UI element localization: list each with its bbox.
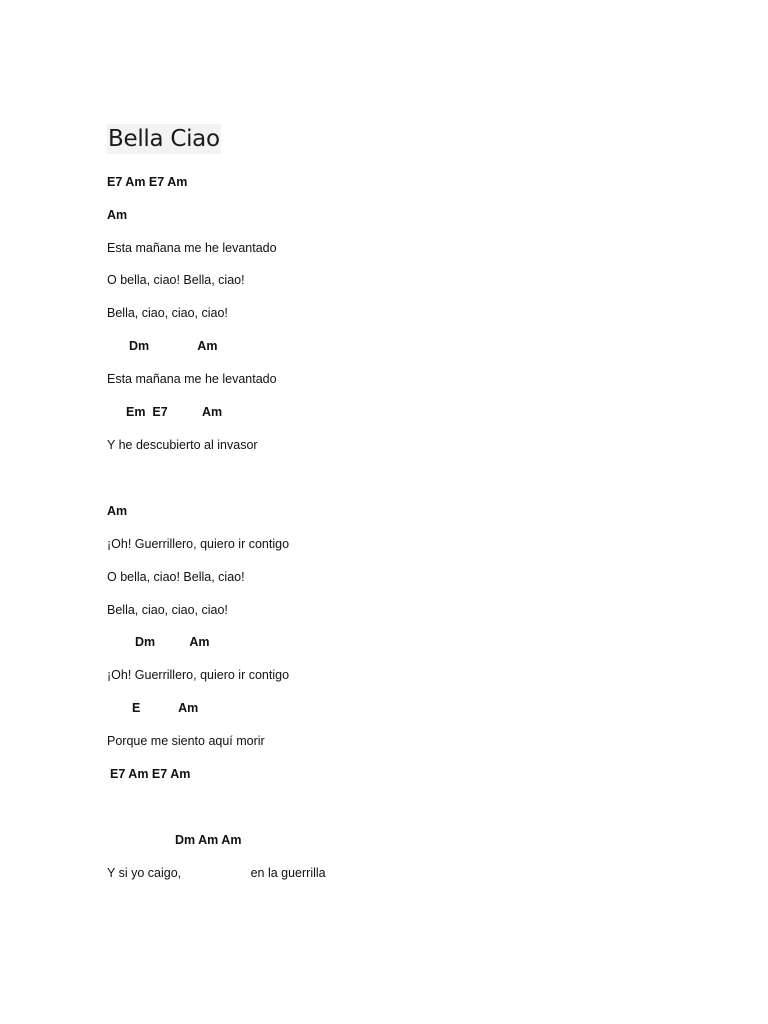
chord-line: Dm Am — [129, 339, 218, 353]
lyric-line: Y si yo caigo, en la guerrilla — [107, 866, 326, 880]
chord-line: Em E7 Am — [126, 405, 223, 419]
lyric-line: ¡Oh! Guerrillero, quiero ir contigo — [107, 668, 290, 682]
lyric-line: O bella, ciao! Bella, ciao! — [107, 273, 245, 287]
lyric-line: Y he descubierto al invasor — [107, 438, 258, 452]
song-title: Bella Ciao — [108, 126, 220, 152]
chord-line: Am — [107, 208, 128, 222]
lyric-line: Bella, ciao, ciao, ciao! — [107, 306, 228, 320]
chord-line: Dm Am Am — [175, 833, 242, 847]
lyric-line: Bella, ciao, ciao, ciao! — [107, 603, 228, 617]
chord-line: Am — [107, 504, 128, 518]
lyric-line: ¡Oh! Guerrillero, quiero ir contigo — [107, 537, 290, 551]
chord-line: E7 Am E7 Am — [110, 767, 191, 781]
chord-line: Dm Am — [135, 635, 210, 649]
lyric-line: Esta mañana me he levantado — [107, 241, 277, 255]
lyric-line: O bella, ciao! Bella, ciao! — [107, 570, 245, 584]
chord-line: E7 Am E7 Am — [107, 175, 188, 189]
lyric-line: Esta mañana me he levantado — [107, 372, 277, 386]
lyric-line: Porque me siento aquí morir — [107, 734, 265, 748]
chord-line: E Am — [132, 701, 199, 715]
